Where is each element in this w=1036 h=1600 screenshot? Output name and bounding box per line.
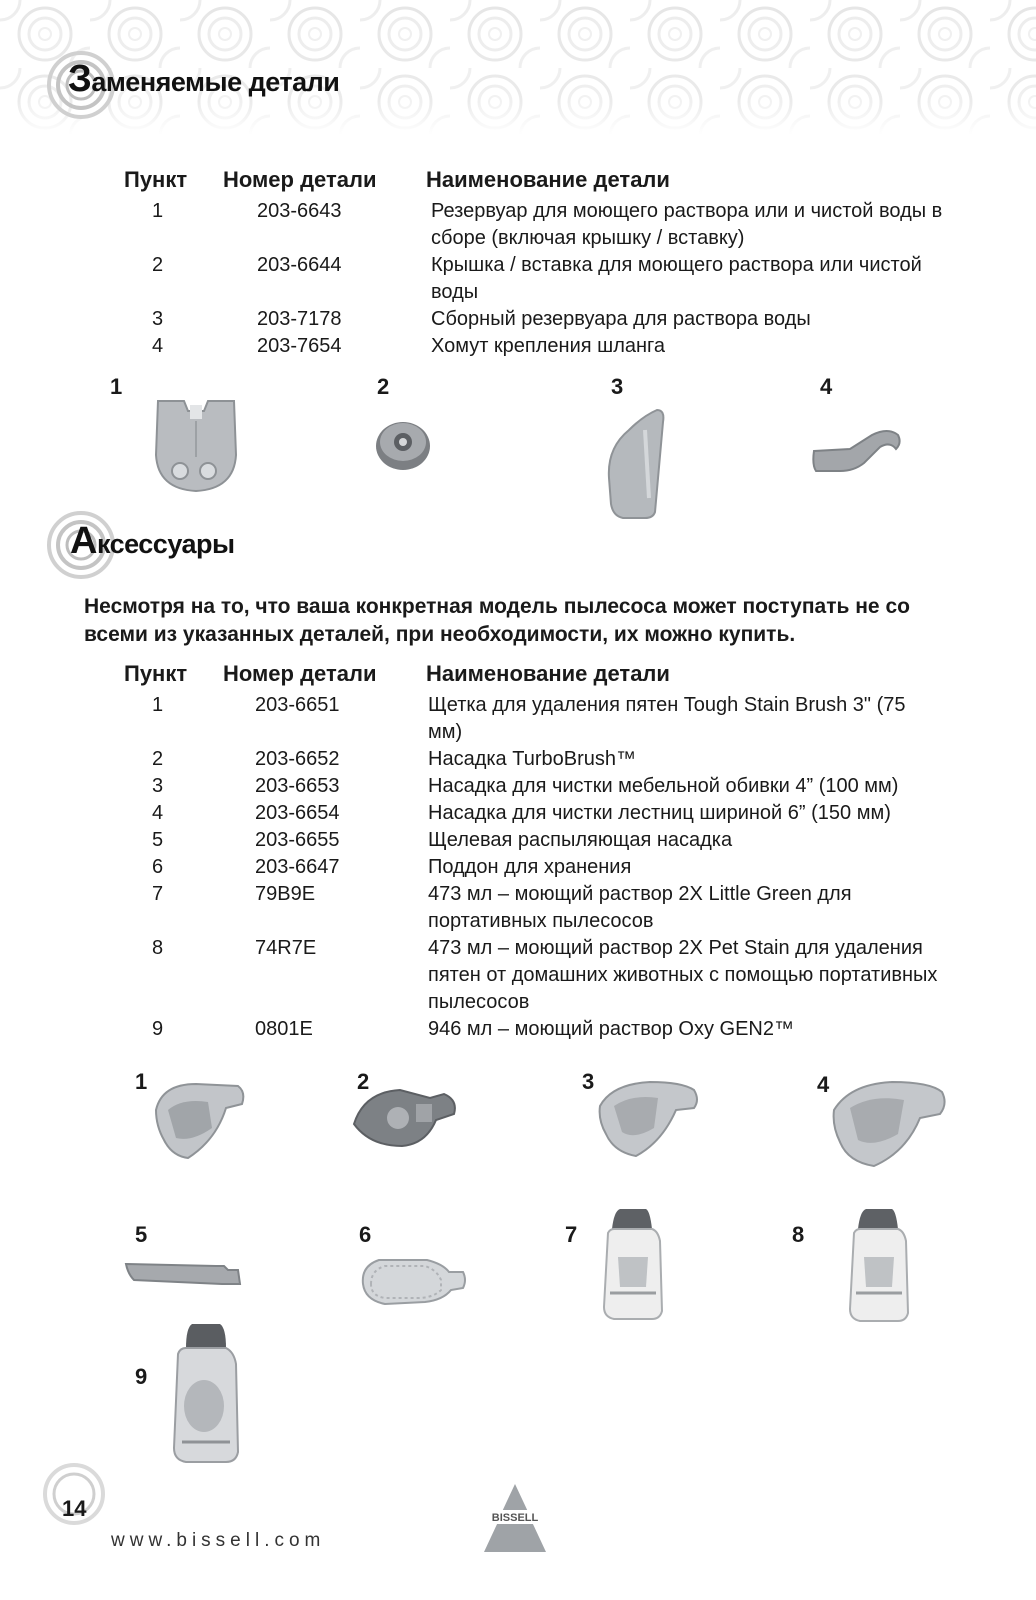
upholstery-tool-image bbox=[596, 1078, 702, 1160]
part-number: 203-6644 bbox=[257, 254, 342, 276]
figure-label: 7 bbox=[565, 1222, 578, 1247]
section-title-replacement-parts bbox=[46, 50, 340, 100]
figure-label: 8 bbox=[792, 1222, 805, 1247]
turbobrush-image bbox=[350, 1080, 462, 1150]
part-number: 203-7178 bbox=[257, 308, 342, 330]
part-number: 203-6652 bbox=[255, 748, 340, 770]
part-number: 203-6643 bbox=[257, 200, 342, 222]
item-number: 9 bbox=[152, 1018, 164, 1040]
part-name: 473 мл – моющий раствор 2X Little Green для портативных пылесосов bbox=[428, 883, 852, 932]
page-title: Заменяемые детали bbox=[68, 58, 340, 100]
oxy-gen2-bottle-image bbox=[170, 1322, 242, 1464]
section-heading: Аксессуары bbox=[70, 520, 235, 562]
part-number: 79B9E bbox=[255, 883, 316, 905]
part-number: 0801E bbox=[255, 1018, 313, 1040]
item-number: 4 bbox=[152, 335, 164, 357]
part-name: Резервуар для моющего раствора или и чистой воды в сборе (включая крышку / вставку) bbox=[431, 200, 943, 249]
figure-label: 9 bbox=[135, 1364, 148, 1389]
part-number: 203-6651 bbox=[255, 694, 340, 716]
figure-label: 1 bbox=[135, 1069, 148, 1094]
part-number: 203-6647 bbox=[255, 856, 340, 878]
stair-tool-image bbox=[830, 1078, 950, 1170]
part-name: Сборный резервуара для раствора воды bbox=[431, 308, 811, 330]
figure-label: 2 bbox=[357, 1069, 370, 1094]
little-green-bottle-image bbox=[600, 1207, 666, 1321]
column-header-part-number: Номер детали bbox=[223, 661, 377, 686]
crevice-tool-image bbox=[124, 1262, 242, 1288]
figure-label: 5 bbox=[135, 1222, 148, 1247]
figure-label: 1 bbox=[110, 374, 123, 399]
part-name: Насадка для чистки мебельной обивки 4” (100 мм) bbox=[428, 775, 899, 797]
part-name: 946 мл – моющий раствор Oxy GEN2™ bbox=[428, 1018, 794, 1040]
column-header-item: Пункт bbox=[124, 661, 188, 686]
storage-tray-image bbox=[357, 1254, 469, 1306]
cap-insert-image bbox=[372, 416, 434, 472]
figure-label: 3 bbox=[582, 1069, 595, 1094]
part-name: Хомут крепления шланга bbox=[431, 335, 666, 357]
part-number: 203-6653 bbox=[255, 775, 340, 797]
part-name: Насадка TurboBrush™ bbox=[428, 748, 636, 770]
bissell-logo bbox=[480, 1482, 550, 1559]
item-number: 1 bbox=[152, 200, 164, 222]
item-number: 8 bbox=[152, 937, 164, 959]
solution-tank-image bbox=[605, 408, 667, 520]
item-number: 3 bbox=[152, 775, 164, 797]
column-header-part-number: Номер детали bbox=[223, 167, 377, 192]
column-header-part-name: Наименование детали bbox=[426, 167, 670, 192]
item-number: 1 bbox=[152, 694, 164, 716]
part-number: 74R7E bbox=[255, 937, 317, 959]
page-number: 14 bbox=[62, 1496, 87, 1521]
figure-label: 3 bbox=[611, 374, 624, 399]
figure-label: 6 bbox=[359, 1222, 372, 1247]
item-number: 4 bbox=[152, 802, 164, 824]
section-title-accessories bbox=[46, 510, 235, 562]
part-number: 203-7654 bbox=[257, 335, 342, 357]
part-name: 473 мл – моющий раствор 2X Pet Stain для удаления пятен от домашних животных с помощью портативных пылесосов bbox=[428, 937, 938, 1013]
part-number: 203-6654 bbox=[255, 802, 340, 824]
part-name: Щелевая распыляющая насадка bbox=[428, 829, 733, 851]
part-name: Крышка / вставка для моющего раствора или чистой воды bbox=[431, 254, 922, 303]
item-number: 2 bbox=[152, 748, 164, 770]
part-name: Щетка для удаления пятен Tough Stain Brush 3" (75 мм) bbox=[428, 694, 906, 743]
website-url: www.bissell.com bbox=[111, 1530, 326, 1551]
item-number: 3 bbox=[152, 308, 164, 330]
part-name: Насадка для чистки лестниц шириной 6” (150 мм) bbox=[428, 802, 891, 824]
part-name: Поддон для хранения bbox=[428, 856, 632, 878]
figure-label: 4 bbox=[817, 1072, 830, 1097]
tank-assembly-image bbox=[150, 395, 242, 495]
item-number: 5 bbox=[152, 829, 164, 851]
accessories-note: Несмотря на то, что ваша конкретная модель пылесоса может поступать не со всеми из указанных деталей, при необходимости, их можно купить. bbox=[84, 595, 910, 646]
svg-text:BISSELL: BISSELL bbox=[491, 1512, 539, 1524]
figure-label: 2 bbox=[377, 374, 390, 399]
column-header-item: Пункт bbox=[124, 167, 188, 192]
part-number: 203-6655 bbox=[255, 829, 340, 851]
item-number: 2 bbox=[152, 254, 164, 276]
hose-clip-image bbox=[810, 425, 905, 473]
item-number: 7 bbox=[152, 883, 164, 905]
pet-stain-bottle-image bbox=[846, 1207, 912, 1323]
item-number: 6 bbox=[152, 856, 164, 878]
stain-brush-image bbox=[152, 1080, 248, 1162]
column-header-part-name: Наименование детали bbox=[426, 661, 670, 686]
figure-label: 4 bbox=[820, 374, 833, 399]
